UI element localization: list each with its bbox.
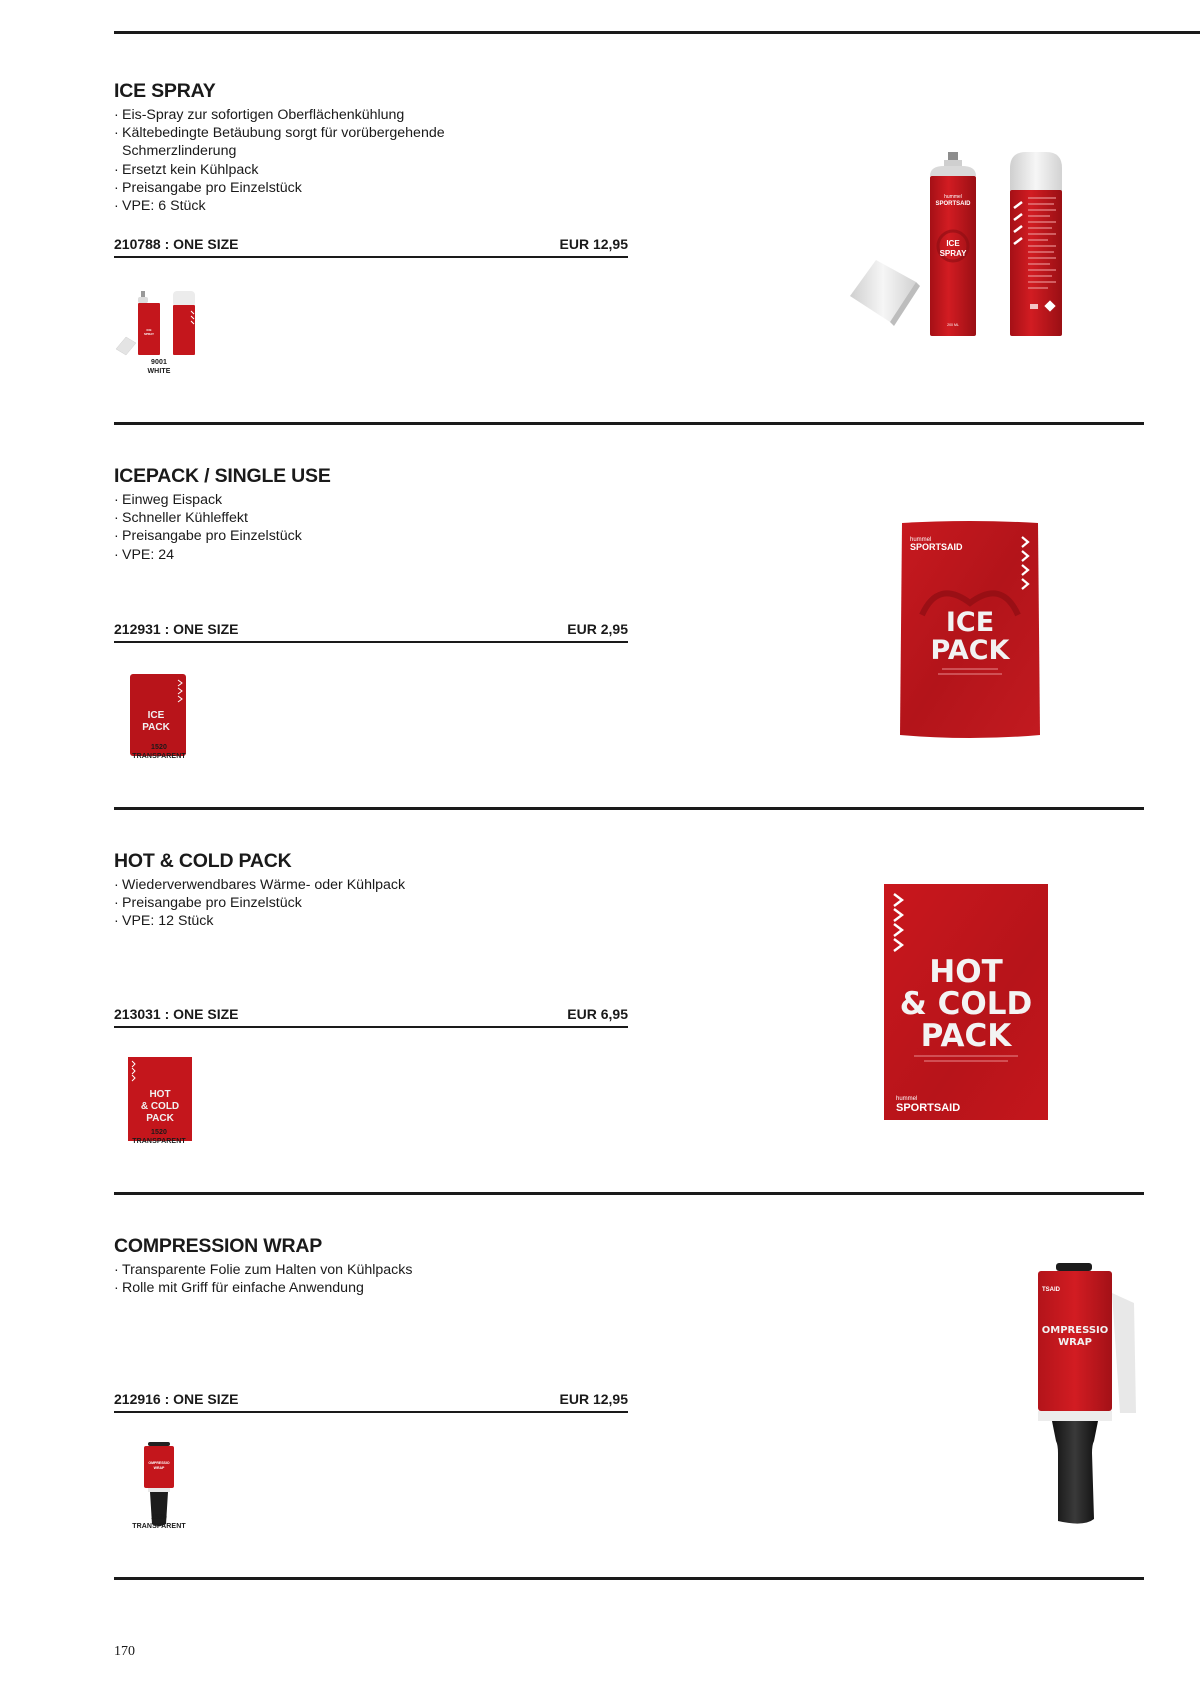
pack-label-ice: ICE: [945, 607, 995, 638]
product-title: ICEPACK / SINGLE USE: [114, 465, 331, 487]
brand-logo-small: hummel: [910, 537, 932, 543]
spec-row: [114, 1004, 628, 1028]
ice-pack-icon: [898, 519, 1042, 743]
feature-item: · Preisangabe pro Einzelstück: [114, 894, 474, 912]
feature-item: · VPE: 24: [114, 546, 474, 564]
product-section-hot-cold-pack: [114, 810, 1144, 1195]
can-volume: 200 ML: [947, 323, 959, 327]
brand-logo: SPORTSAID: [910, 542, 963, 552]
color-name: WHITE: [147, 368, 171, 375]
section-divider: [114, 1577, 1144, 1580]
product-image-icepack[interactable]: [898, 519, 1042, 743]
feature-item: · Preisangabe pro Einzelstück: [114, 179, 474, 197]
product-title: ICE SPRAY: [114, 80, 216, 102]
product-section-icepack: [114, 425, 1144, 810]
brand-logo: SPORTSAID: [935, 201, 971, 207]
top-rule: [114, 31, 1200, 34]
compression-wrap-icon: [1024, 1263, 1144, 1543]
can-label-spray: SPRAY: [939, 249, 967, 258]
feature-list: [114, 1261, 474, 1297]
price: EUR 2,95: [567, 621, 628, 637]
page-number: 170: [114, 1644, 135, 1659]
wrap-label-wrap: WRAP: [153, 1466, 165, 1470]
article-number: 213031 : ONE SIZE: [114, 1006, 239, 1022]
feature-item: · Schneller Kühleffekt: [114, 509, 474, 527]
can-label-spray: SPRAY: [143, 332, 155, 336]
feature-item: · Einweg Eispack: [114, 491, 474, 509]
color-name: TRANSPARENT: [132, 1523, 186, 1530]
color-code: 1520: [151, 1129, 167, 1136]
wrap-label-name: OMPRESSIO: [1041, 1325, 1109, 1336]
pack-label-cold: & COLD: [899, 986, 1033, 1022]
pack-label-hot: HOT: [149, 1089, 171, 1100]
pack-label-hot: HOT: [929, 954, 1003, 990]
product-image-hot-cold-pack[interactable]: [884, 884, 1048, 1120]
feature-item: · VPE: 12 Stück: [114, 912, 474, 930]
pack-label-pack: PACK: [146, 1113, 174, 1124]
spec-row: [114, 234, 628, 258]
feature-list: [114, 876, 474, 931]
brand-logo-small: hummel: [944, 194, 962, 200]
pack-label-pack: PACK: [920, 1018, 1012, 1054]
color-code: 1520: [151, 744, 167, 751]
brand-logo-small: hummel: [896, 1096, 918, 1102]
color-code: 9001: [151, 359, 167, 366]
product-title: COMPRESSION WRAP: [114, 1235, 323, 1257]
wrap-label-name: OMPRESSIO: [148, 1461, 170, 1465]
feature-item: · Kältebedingte Betäubung sorgt für vorübergehende Schmerzlinderung: [114, 124, 474, 160]
spray-can-icon: [850, 136, 1110, 366]
brand-logo: SPORTSAID: [896, 1102, 961, 1114]
color-code: 1520: [151, 1514, 167, 1521]
spec-row: [114, 1389, 628, 1413]
pack-label-ice: ICE: [147, 710, 165, 721]
price: EUR 6,95: [567, 1006, 628, 1022]
color-name: TRANSPARENT: [132, 753, 186, 760]
price: EUR 12,95: [559, 236, 628, 252]
product-title: HOT & COLD PACK: [114, 850, 292, 872]
feature-item: · Eis-Spray zur sofortigen Oberflächenkühlung: [114, 106, 474, 124]
feature-item: · Preisangabe pro Einzelstück: [114, 527, 474, 545]
wrap-label-top: TSAID: [1042, 1287, 1060, 1293]
wrap-label-wrap: WRAP: [1058, 1337, 1092, 1348]
spec-row: [114, 619, 628, 643]
feature-item: · Ersetzt kein Kühlpack: [114, 161, 474, 179]
can-label-ice: ICE: [146, 328, 152, 332]
article-number: 210788 : ONE SIZE: [114, 236, 239, 252]
feature-list: [114, 106, 474, 215]
feature-list: [114, 491, 474, 564]
pack-label-pack: PACK: [142, 722, 170, 733]
article-number: 212916 : ONE SIZE: [114, 1391, 239, 1407]
product-image-ice-spray[interactable]: [850, 136, 1110, 366]
feature-item: · Transparente Folie zum Halten von Kühlpacks: [114, 1261, 474, 1279]
pack-label-cold: & COLD: [140, 1101, 180, 1112]
feature-item: · Wiederverwendbares Wärme- oder Kühlpack: [114, 876, 474, 894]
feature-item: · Rolle mit Griff für einfache Anwendung: [114, 1279, 474, 1297]
can-label-ice: ICE: [946, 239, 960, 248]
product-image-compression-wrap[interactable]: [1024, 1263, 1144, 1543]
product-section-compression-wrap: [114, 1195, 1144, 1580]
article-number: 212931 : ONE SIZE: [114, 621, 239, 637]
product-section-ice-spray: [114, 40, 1144, 425]
color-name: TRANSPARENT: [132, 1138, 186, 1145]
hot-cold-pack-icon: [884, 884, 1048, 1120]
feature-item: · VPE: 6 Stück: [114, 197, 474, 215]
price: EUR 12,95: [559, 1391, 628, 1407]
pack-label-pack: PACK: [930, 635, 1010, 666]
